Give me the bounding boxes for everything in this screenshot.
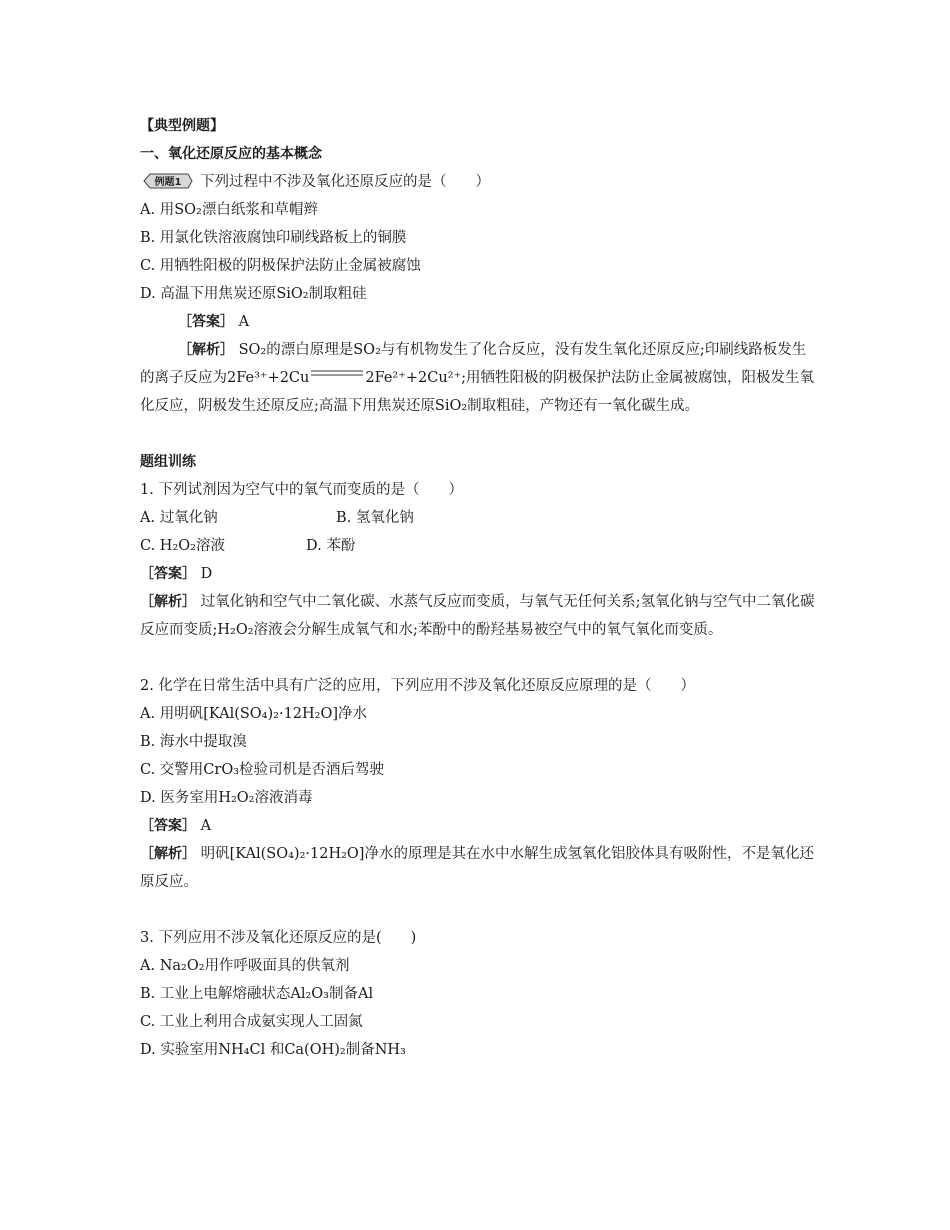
q3-option-a: A. Na₂O₂用作呼吸面具的供氧剂 [140,958,350,974]
q1-answer [140,560,820,588]
q3-option-d: D. 实验室用NH₄Cl 和Ca(OH)₂制备NH₃ [140,1042,406,1058]
q1-option-c: C. H₂O₂溶液 [140,538,225,554]
q3-option-b: B. 工业上电解熔融状态Al₂O₃制备Al [140,986,374,1002]
example-option-c: C. 用牺牲阳极的阴极保护法防止金属被腐蚀 [140,258,421,274]
example-option-a: A. 用SO₂漂白纸浆和草帽辫 [140,202,318,218]
example-answer [140,308,820,336]
answer-label: ［答案］ [140,566,196,582]
analysis-label: ［解析］ [178,342,234,358]
q2-question: 2. 化学在日常生活中具有广泛的应用，下列应用不涉及氧化还原反应原理的是（ ） [140,678,695,694]
q1-options-ab [140,504,820,532]
q2-answer [140,812,820,840]
analysis-text: 明矾[KAl(SO₄)₂·12H₂O]净水的原理是其在水中水解生成氢氧化铝胶体具有吸附性，不是氧化还原反应。 [140,846,814,890]
reaction-equals-sign-icon [309,368,365,378]
q1-options-cd [140,532,820,560]
analysis-label: ［解析］ [140,846,196,862]
example-analysis [140,336,820,420]
example-badge-icon [140,173,194,189]
example-question: 下列过程中不涉及氧化还原反应的是（ ） [200,174,490,190]
analysis-label: ［解析］ [140,594,196,610]
q2-option-a: A. 用明矾[KAl(SO₄)₂·12H₂O]净水 [140,706,368,722]
subsection-title: 一、氧化还原反应的基本概念 [140,146,322,162]
answer-value: A [238,314,250,330]
example-badge-label: 例题1 [154,177,182,188]
q1-option-d: D. 苯酚 [306,538,356,554]
answer-value: D [200,566,213,582]
q1-question: 1. 下列试剂因为空气中的氧气而变质的是（ ） [140,482,463,498]
answer-label: ［答案］ [140,818,196,834]
answer-label: ［答案］ [178,314,234,330]
q1-option-a: A. 过氧化钠 [140,510,218,526]
section-title: 【典型例题】 [140,118,224,134]
q1-option-b: B. 氢氧化钠 [336,510,414,526]
analysis-text: 过氧化钠和空气中二氧化碳、水蒸气反应而变质，与氧气无任何关系;氢氧化钠与空气中二氧化碳反应而变质;H₂O₂溶液会分解生成氧气和水;苯酚中的酚羟基易被空气中的氧气氧化而变质。 [140,594,815,638]
q2-option-b: B. 海水中提取溴 [140,734,247,750]
q3-question: 3. 下列应用不涉及氧化还原反应的是( ) [140,930,417,946]
q2-option-d: D. 医务室用H₂O₂溶液消毒 [140,790,313,806]
practice-title: 题组训练 [140,454,196,470]
example-option-b: B. 用氯化铁溶液腐蚀印刷线路板上的铜膜 [140,230,407,246]
document-page [140,112,820,1064]
answer-value: A [200,818,212,834]
q2-option-c: C. 交警用CrO₃检验司机是否酒后驾驶 [140,762,385,778]
analysis-text-1: SO₂的漂白原理是SO₂与有机物发生了化合反应，没有发生氧化还原反应;印刷线路板发生的离子反应为2Fe³⁺+2Cu [140,342,807,386]
analysis-text-2: 2Fe²⁺+2Cu²⁺;用牺牲阳极的阴极保护法防止金属被腐蚀，阳极发生氧化反应，阴极发生还原反应;高温下用焦炭还原SiO₂制取粗硅，产物还有一氧化碳生成。 [140,370,815,414]
q3-option-c: C. 工业上利用合成氨实现人工固氮 [140,1014,363,1030]
q2-analysis [140,840,820,896]
example-question-line [140,168,820,196]
example-option-d: D. 高温下用焦炭还原SiO₂制取粗硅 [140,286,367,302]
q1-analysis [140,588,820,644]
